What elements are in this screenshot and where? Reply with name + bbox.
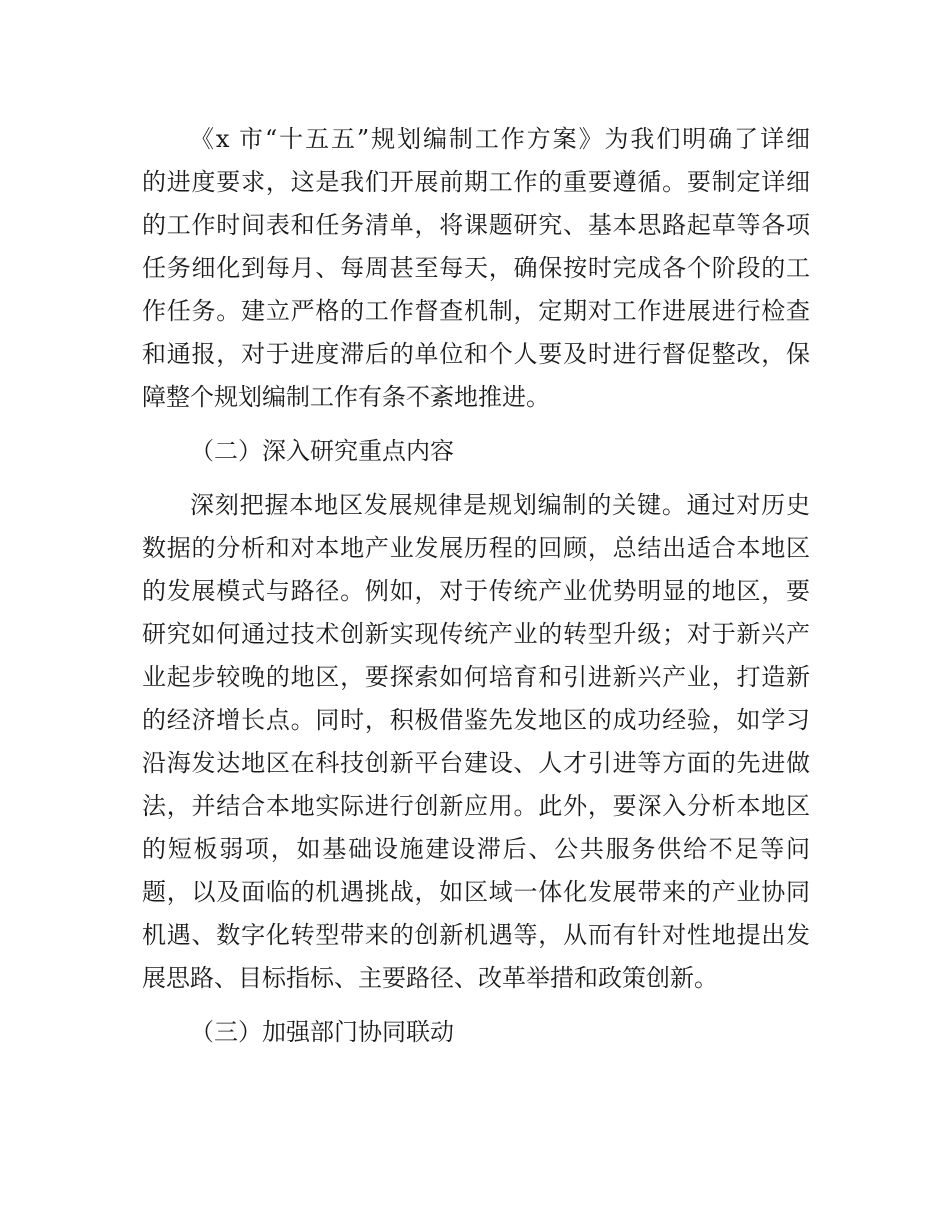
paragraph-2-line: 研究如何通过技术创新实现传统产业的转型升级；对于新兴产 — [142, 620, 810, 648]
paragraph-1-line: 的工作时间表和任务清单，将课题研究、基本思路起草等各项 — [142, 211, 810, 239]
section-heading-2: （二）深入研究重点内容 — [190, 437, 454, 465]
paragraph-1-line: 作任务。建立严格的工作督查机制，定期对工作进展进行检查 — [142, 297, 810, 325]
paragraph-1-line: 障整个规划编制工作有条不紊地推进。 — [142, 383, 550, 411]
paragraph-2-line: 展思路、目标指标、主要路径、改革举措和政策创新。 — [142, 964, 718, 992]
paragraph-1-line: 的进度要求，这是我们开展前期工作的重要遵循。要制定详细 — [142, 168, 810, 196]
paragraph-1-line: 和通报，对于进度滞后的单位和个人要及时进行督促整改，保 — [142, 340, 810, 368]
paragraph-2-line: 题，以及面临的机遇挑战，如区域一体化发展带来的产业协同 — [142, 878, 810, 906]
paragraph-2-line: 的经济增长点。同时，积极借鉴先发地区的成功经验，如学习 — [142, 706, 810, 734]
paragraph-2-line: 沿海发达地区在科技创新平台建设、人才引进等方面的先进做 — [142, 749, 810, 777]
paragraph-2-line: 深刻把握本地区发展规律是规划编制的关键。通过对历史 — [190, 491, 810, 519]
paragraph-2-line: 的短板弱项，如基础设施建设滞后、公共服务供给不足等问 — [142, 835, 810, 863]
paragraph-2-line: 业起步较晚的地区，要探索如何培育和引进新兴产业，打造新 — [142, 663, 810, 691]
section-heading-3: （三）加强部门协同联动 — [190, 1018, 454, 1046]
paragraph-1-line: 任务细化到每月、每周甚至每天，确保按时完成各个阶段的工 — [142, 254, 810, 282]
paragraph-1-line: 《x 市“十五五”规划编制工作方案》为我们明确了详细 — [190, 125, 810, 153]
paragraph-2-line: 的发展模式与路径。例如，对于传统产业优势明显的地区，要 — [142, 577, 810, 605]
paragraph-2-line: 机遇、数字化转型带来的创新机遇等，从而有针对性地提出发 — [142, 921, 810, 949]
paragraph-2-line: 数据的分析和对本地产业发展历程的回顾，总结出适合本地区 — [142, 534, 810, 562]
paragraph-2-line: 法，并结合本地实际进行创新应用。此外，要深入分析本地区 — [142, 792, 810, 820]
